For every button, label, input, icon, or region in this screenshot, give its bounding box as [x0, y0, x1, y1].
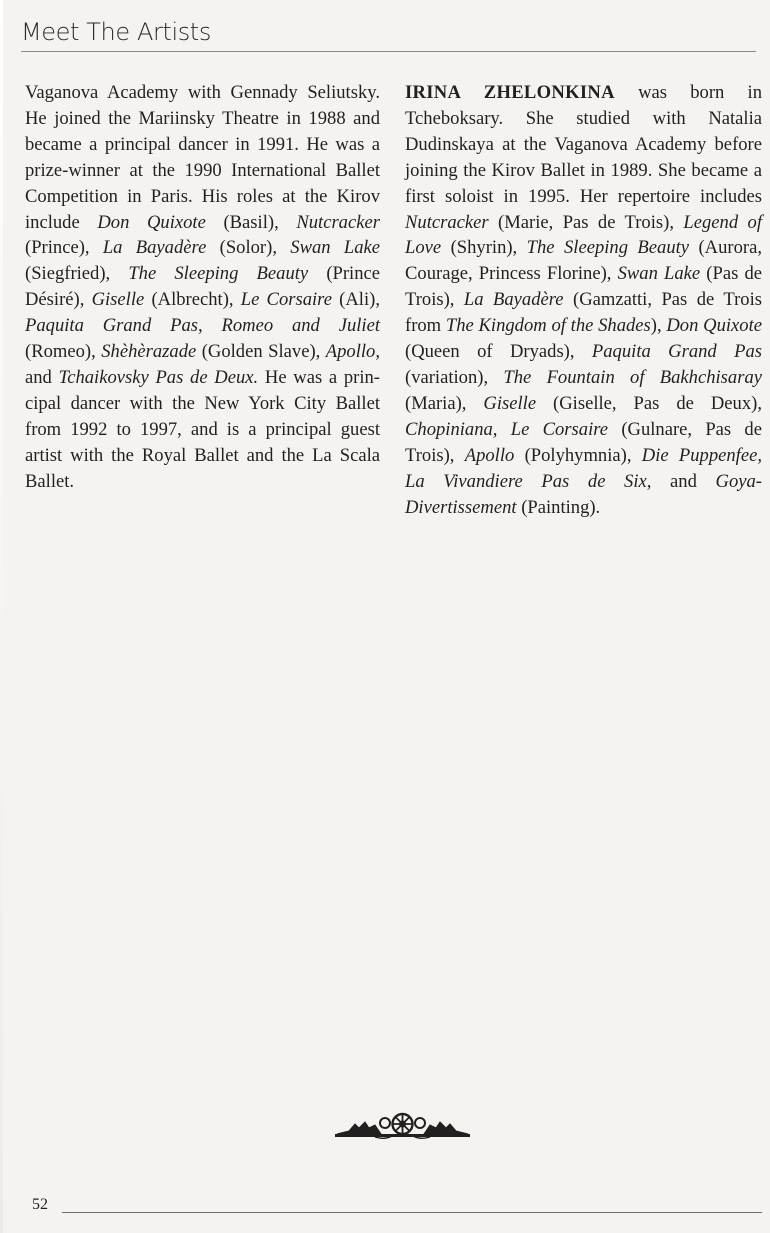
bio-column-right	[405, 80, 762, 520]
bio-paragraph-continued: Vaganova Academy with Gennady Seliutsky. He joined the Mariinsky Theatre in 1988 and became a principal dancer in 1991. He was a prize-winner at the 1990 International Ballet Competition in Paris. His roles at the Kirov include Don Quixote (Basil), Nutcracker (Prince), La Bayadère (Solor), Swan Lake (Siegfried), The Sleeping Beauty (Prince Désiré), Giselle (Albrecht), Le Corsaire (Ali), Paquita Grand Pas, Romeo and Juliet (Romeo), Shèhèrazade (Golden Slave), Apollo, and Tchaikovsky Pas de Deux. He was a principal dancer with the New York City Ballet from 1992 to 1997, and is a principal guest artist with the Royal Ballet and the La Scala Ballet.	[25, 82, 381, 492]
title-rule	[21, 51, 756, 52]
artist-name: IRINA ZHELONKINA	[405, 82, 615, 103]
page-number: 52	[32, 1196, 48, 1213]
page-title: Meet The Artists	[21, 18, 211, 46]
footer-rule	[62, 1212, 762, 1213]
ornament-icon	[335, 1110, 470, 1140]
bio-paragraph-zhelonkina: IRINA ZHELONKINA was born in Tcheboksary. She studied with Natalia Dudinskaya at the Vaganova Academy before joining the Kirov Ballet in 1989. She became a first soloist in 1995. Her repertoire includes Nutcracker (Marie, Pas de Trois), Legend of Love (Shyrin), The Sleeping Beauty (Aurora, Courage, Princess Florine), Swan Lake (Pas de Trois), La Bayadère (Gamzatti, Pas de Trois from The Kingdom of the Shades), Don Quixote (Queen of Dryads), Paquita Grand Pas (variation), The Fountain of Bakhchisaray (Maria), Giselle (Giselle, Pas de Deux), Chopiniana, Le Corsaire (Gulnare, Pas de Trois), Apollo (Polyhymnia), Die Puppenfee, La Vivandiere Pas de Six, and Goya-Divertissement (Painting).	[405, 82, 762, 518]
bio-column-left	[25, 80, 380, 495]
page-edge	[0, 0, 3, 1233]
